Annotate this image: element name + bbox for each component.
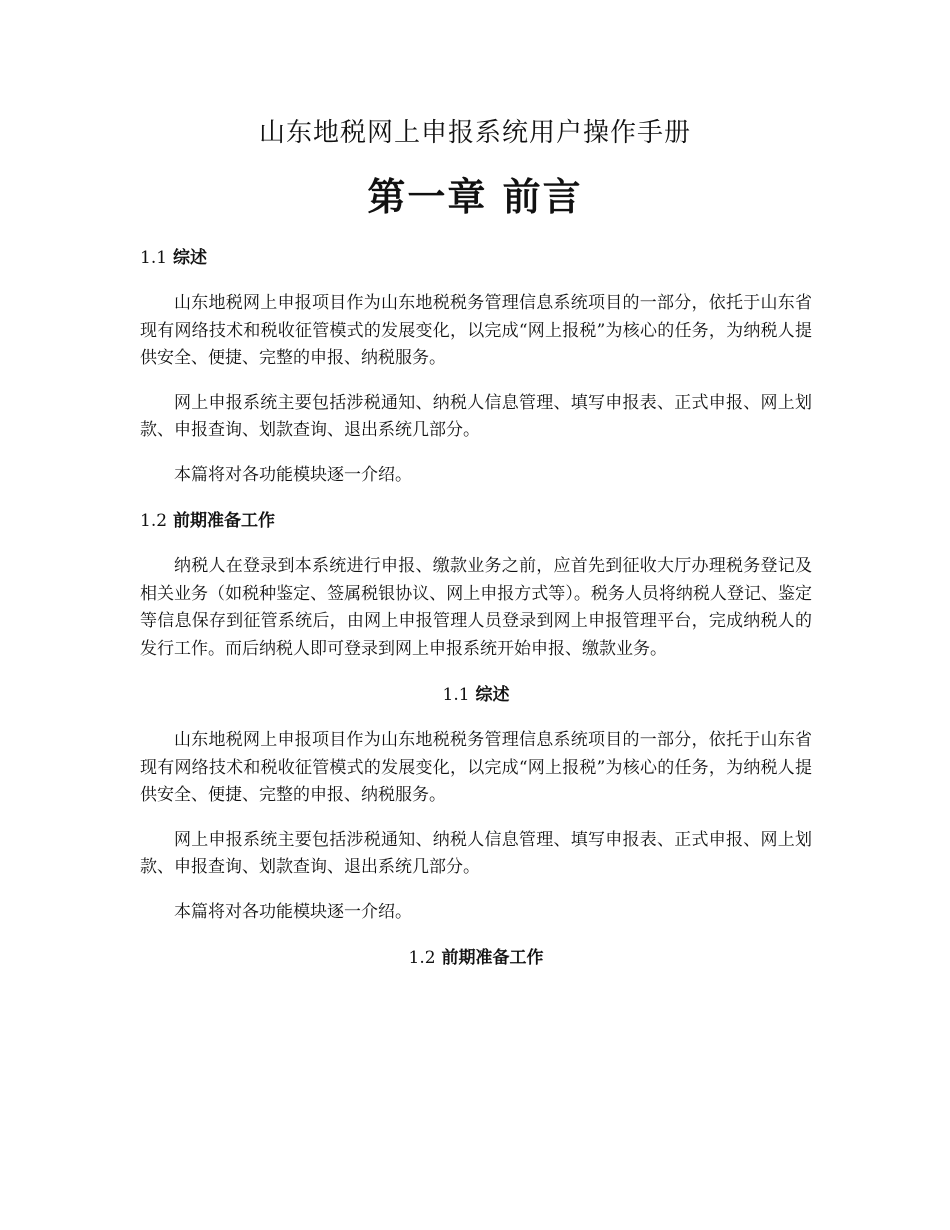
section-title: 前期准备工作 xyxy=(172,511,275,531)
section-heading xyxy=(140,680,812,710)
body-paragraph: 网上申报系统主要包括涉税通知、纳税人信息管理、填写申报表、正式申报、网上划款、申报查询、划款查询、退出系统几部分。 xyxy=(140,392,812,440)
section-number: 1.1 xyxy=(442,685,470,705)
section-number: 1.1 xyxy=(140,248,168,268)
section-number: 1.2 xyxy=(408,948,436,968)
section-heading xyxy=(140,243,812,273)
body-paragraph: 网上申报系统主要包括涉税通知、纳税人信息管理、填写申报表、正式申报、网上划款、申报查询、划款查询、退出系统几部分。 xyxy=(140,829,812,877)
section-heading xyxy=(140,943,812,973)
section-heading xyxy=(140,506,812,536)
body-paragraph: 本篇将对各功能模块逐一介绍。 xyxy=(174,901,412,922)
document-title: 山东地税网上申报系统用户操作手册 xyxy=(258,118,691,148)
body-paragraph: 山东地税网上申报项目作为山东地税税务管理信息系统项目的一部分，依托于山东省现有网络技术和税收征管模式的发展变化，以完成“网上报税”为核心的任务，为纳税人提供安全、便捷、完整的申报、纳税服务。 xyxy=(140,293,812,368)
chapter-title: 第一章 前言 xyxy=(367,175,583,219)
section-number: 1.2 xyxy=(140,511,168,531)
section-title: 综述 xyxy=(172,248,207,268)
body-paragraph: 纳税人在登录到本系统进行申报、缴款业务之前，应首先到征收大厅办理税务登记及相关业务（如税种鉴定、签属税银协议、网上申报方式等）。税务人员将纳税人登记、鉴定等信息保存到征管系统后，由网上申报管理人员登录到网上申报管理平台，完成纳税人的发行工作。而后纳税人即可登录到网上申报系统开始申报、缴款业务。 xyxy=(140,556,812,659)
section-title: 前期准备工作 xyxy=(441,948,544,968)
body-paragraph: 山东地税网上申报项目作为山东地税税务管理信息系统项目的一部分，依托于山东省现有网络技术和税收征管模式的发展变化，以完成“网上报税”为核心的任务，为纳税人提供安全、便捷、完整的申报、纳税服务。 xyxy=(140,730,812,805)
section-title: 综述 xyxy=(475,685,510,705)
document-body xyxy=(140,243,812,990)
body-paragraph: 本篇将对各功能模块逐一介绍。 xyxy=(174,464,412,485)
